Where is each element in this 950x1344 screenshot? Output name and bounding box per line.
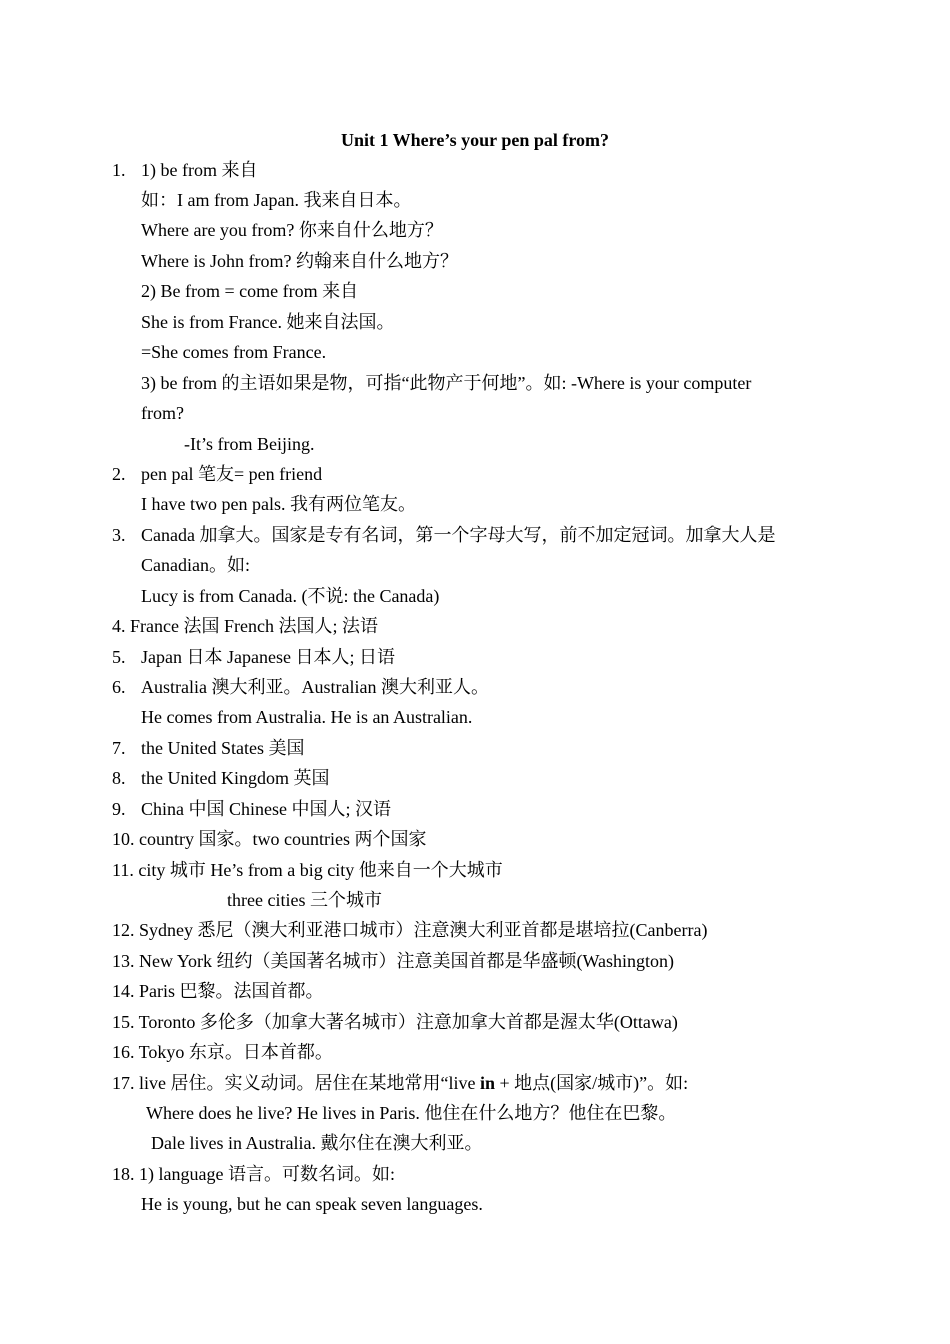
text-line: the United States 美国 [141, 738, 305, 758]
text-line: Canadian。如: [141, 555, 250, 575]
text-line: 3) be from 的主语如果是物，可指“此物产于何地”。如: -Where is your computer [141, 373, 752, 393]
text-line: three cities 三个城市 [227, 890, 382, 910]
text-line: 12. Sydney 悉尼（澳大利亚港口城市）注意澳大利亚首都是堪培拉(Canberra) [112, 920, 708, 940]
text-line: 11. city 城市 He’s from a big city 他来自一个大城市 [112, 860, 503, 880]
item-number: 2. [112, 464, 126, 484]
list-item [0, 158, 126, 182]
text-line: 16. Tokyo 东京。日本首都。 [112, 1042, 333, 1062]
text-line: from? [141, 403, 184, 423]
bold-keyword: in [479, 1073, 495, 1093]
text-line: pen pal 笔友= pen friend [141, 464, 323, 484]
text-line: He is young, but he can speak seven languages. [141, 1194, 483, 1214]
text-line: 18. 1) language 语言。可数名词。如: [112, 1164, 395, 1184]
text-line: Where is John from? 约翰来自什么地方？ [141, 251, 458, 271]
text-segment: + 地点(国家/城市)”。如: [495, 1073, 689, 1093]
item-number: 7. [112, 738, 126, 758]
text-line: 如：I am from Japan. 我来自日本。 [141, 190, 412, 210]
text-line: Lucy is from Canada. (不说: the Canada) [141, 586, 440, 606]
text-line: Dale lives in Australia. 戴尔住在澳大利亚。 [151, 1133, 483, 1153]
text-segment: 17. live 居住。实义动词。居住在某地常用“live [112, 1073, 480, 1093]
text-line: Australia 澳大利亚。Australian 澳大利亚人。 [141, 677, 489, 697]
text-line: Japan 日本 Japanese 日本人; 日语 [141, 647, 395, 667]
text-line: Canada 加拿大。国家是专有名词，第一个字母大写，前不加定冠词。加拿大人是 [141, 525, 776, 545]
item-number: 3. [112, 525, 126, 545]
text-line: 13. New York 纽约（美国著名城市）注意美国首都是华盛顿(Washington) [112, 951, 675, 971]
item-number: 5. [112, 647, 126, 667]
text-line: 2) Be from = come from 来自 [141, 281, 359, 301]
text-line: -It’s from Beijing. [184, 434, 315, 454]
text-line: I have two pen pals. 我有两位笔友。 [141, 494, 416, 514]
item-number: 1. [112, 160, 126, 180]
text-line: He comes from Australia. He is an Australian. [141, 707, 473, 727]
text-line: Where does he live? He lives in Paris. 他住在什么地方？他住在巴黎。 [146, 1103, 677, 1123]
text-line: 15. Toronto 多伦多（加拿大著名城市）注意加拿大首都是渥太华(Ottawa) [112, 1012, 678, 1032]
text-line: 4. France 法国 French 法国人; 法语 [112, 616, 378, 636]
text-line: =She comes from France. [141, 342, 327, 362]
item-number: 6. [112, 677, 126, 697]
text-line: Where are you from? 你来自什么地方？ [141, 220, 443, 240]
text-line: 1) be from 来自 [141, 160, 258, 180]
text-line: China 中国 Chinese 中国人; 汉语 [141, 799, 391, 819]
page-title: Unit 1 Where’s your pen pal from? [340, 130, 609, 150]
text-line: 14. Paris 巴黎。法国首都。 [112, 981, 324, 1001]
text-line: She is from France. 她来自法国。 [141, 312, 395, 332]
text-line: 10. country 国家。two countries 两个国家 [112, 829, 427, 849]
text-line [112, 1071, 688, 1095]
item-number: 8. [112, 768, 126, 788]
item-number: 9. [112, 799, 126, 819]
text-line: the United Kingdom 英国 [141, 768, 330, 788]
